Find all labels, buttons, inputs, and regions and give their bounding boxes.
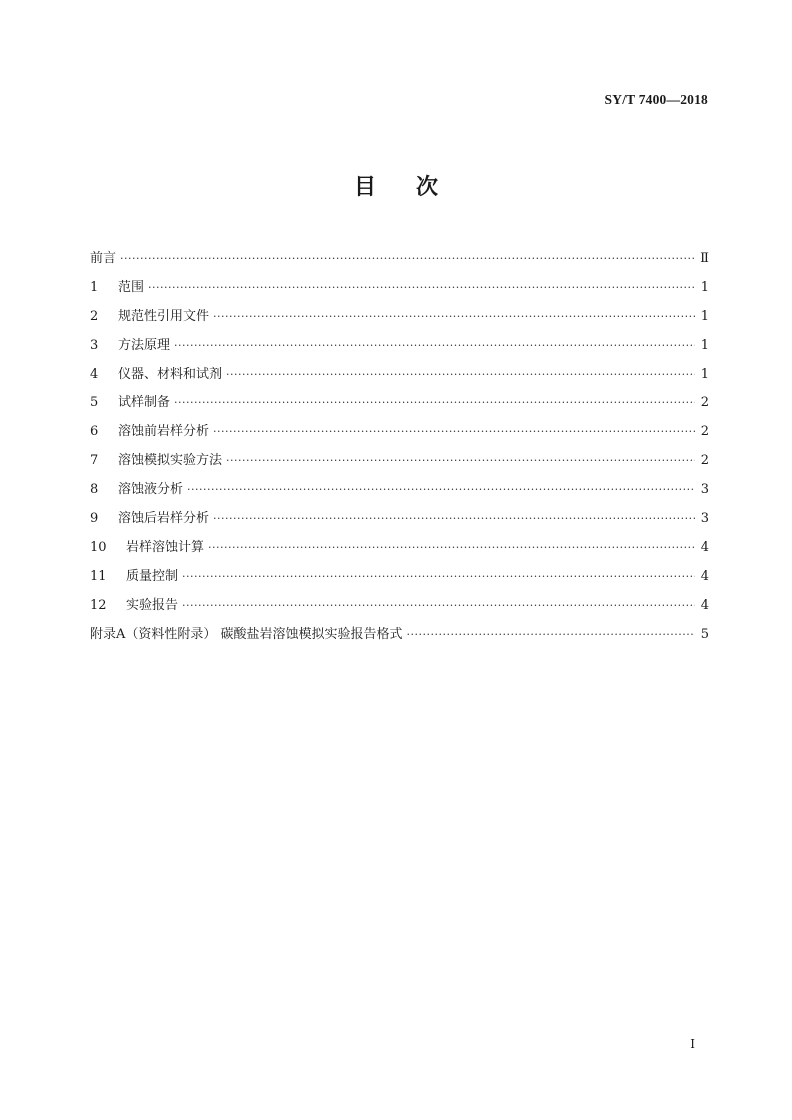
toc-label: 方法原理 [118, 337, 171, 353]
toc-leader [208, 534, 695, 563]
table-of-contents [90, 245, 709, 649]
toc-entry-foreword[interactable] [90, 245, 709, 274]
toc-label: 仪器、材料和试剂 [118, 366, 223, 382]
toc-leader [174, 389, 695, 418]
toc-label: 范围 [118, 279, 145, 295]
toc-entry-6[interactable] [90, 418, 709, 447]
toc-page: 3 [700, 482, 709, 498]
toc-label: 岩样溶蚀计算 [126, 539, 205, 555]
toc-entry-10[interactable] [90, 534, 709, 563]
toc-page: Ⅱ [700, 251, 709, 266]
toc-leader [182, 563, 695, 592]
toc-number: 12 [90, 597, 107, 613]
toc-page: 4 [700, 539, 709, 555]
toc-entry-1[interactable] [90, 274, 709, 303]
toc-number: 4 [90, 366, 99, 382]
toc-page: 1 [700, 337, 709, 353]
toc-number: 1 [90, 279, 99, 295]
toc-leader [174, 332, 695, 361]
toc-page: 2 [700, 453, 709, 469]
toc-label: 附录A（资料性附录） 碳酸盐岩溶蚀模拟实验报告格式 [90, 626, 403, 642]
toc-page: 5 [700, 626, 709, 642]
toc-entry-3[interactable] [90, 332, 709, 361]
toc-leader [213, 303, 695, 332]
toc-number: 2 [90, 308, 99, 324]
toc-leader [213, 418, 695, 447]
standard-code: SY/T 7400—2018 [604, 92, 708, 107]
toc-page: 1 [700, 308, 709, 324]
page-number: I [690, 1037, 695, 1051]
page-title: 目次 [353, 175, 478, 200]
toc-page: 4 [700, 568, 709, 584]
toc-page: 1 [700, 279, 709, 295]
toc-entry-12[interactable] [90, 592, 709, 621]
toc-leader [187, 476, 695, 505]
toc-number: 6 [90, 424, 99, 440]
toc-leader [407, 621, 695, 650]
toc-label: 实验报告 [126, 597, 179, 613]
toc-page: 1 [700, 366, 709, 382]
toc-label: 试样制备 [118, 395, 171, 411]
toc-leader [213, 505, 695, 534]
toc-leader [182, 592, 695, 621]
toc-entry-8[interactable] [90, 476, 709, 505]
toc-entry-9[interactable] [90, 505, 709, 534]
toc-entry-appendix-a[interactable] [90, 621, 709, 650]
toc-page: 3 [700, 511, 709, 527]
toc-number: 8 [90, 482, 99, 498]
toc-leader [226, 447, 695, 476]
toc-label: 溶蚀后岩样分析 [118, 511, 210, 527]
toc-number: 10 [90, 539, 107, 555]
toc-entry-7[interactable] [90, 447, 709, 476]
toc-number: 5 [90, 395, 99, 411]
toc-label: 溶蚀液分析 [118, 482, 184, 498]
toc-label: 质量控制 [126, 568, 179, 584]
toc-page: 4 [700, 597, 709, 613]
toc-label: 溶蚀前岩样分析 [118, 424, 210, 440]
toc-page: 2 [700, 424, 709, 440]
toc-number: 9 [90, 511, 99, 527]
toc-label: 溶蚀模拟实验方法 [118, 453, 223, 469]
toc-label: 规范性引用文件 [118, 308, 210, 324]
toc-leader [120, 245, 695, 274]
toc-number: 11 [90, 568, 107, 584]
toc-entry-2[interactable] [90, 303, 709, 332]
toc-leader [148, 274, 695, 303]
toc-number: 3 [90, 337, 99, 353]
toc-entry-4[interactable] [90, 361, 709, 390]
toc-entry-5[interactable] [90, 389, 709, 418]
toc-label: 前言 [90, 251, 117, 266]
toc-entry-11[interactable] [90, 563, 709, 592]
toc-leader [226, 361, 695, 390]
toc-number: 7 [90, 453, 99, 469]
toc-page: 2 [700, 395, 709, 411]
